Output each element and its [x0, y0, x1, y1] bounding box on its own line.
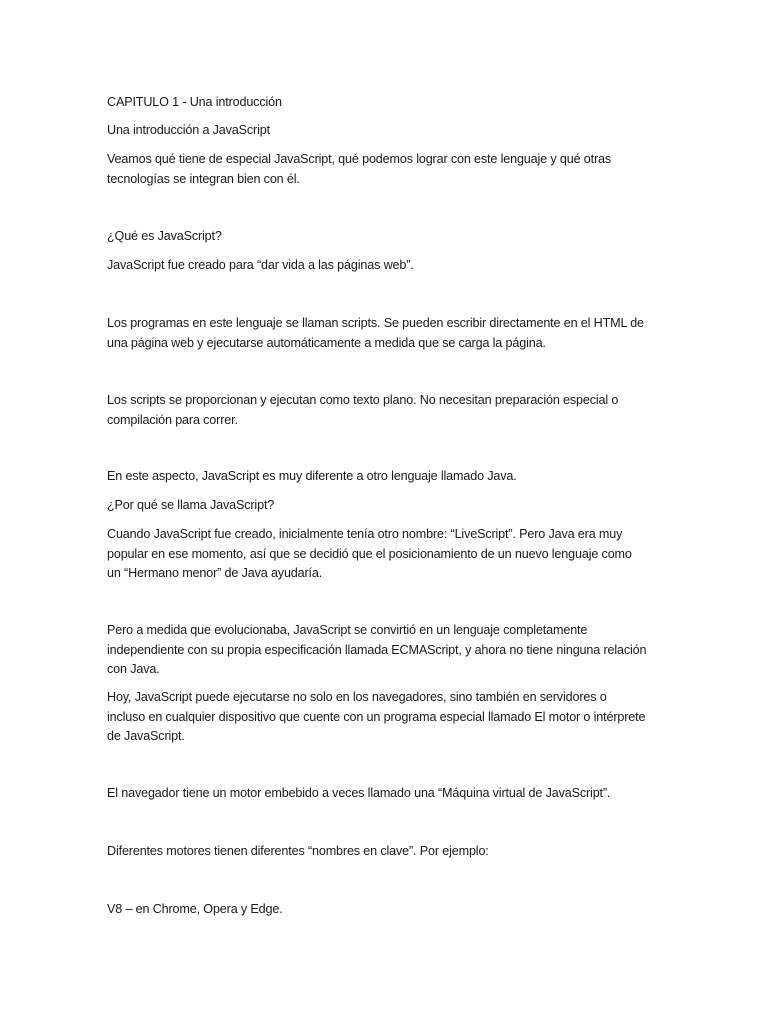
paragraph-intro: Veamos qué tiene de especial JavaScript, qué podemos lograr con este lenguaje y qué otras tecnologías se integran bien con él. — [107, 152, 612, 186]
paragraph-ecmascript: Pero a medida que evolucionaba, JavaScript se convirtió en un lenguaje completamente independiente con su propia especificación llamada ECMAScript, y ahora no tiene ninguna relación con Java. — [107, 623, 647, 676]
chapter-heading: CAPITULO 1 - Una introducción — [107, 95, 282, 109]
list-item-v8: V8 – en Chrome, Opera y Edge. — [107, 902, 283, 916]
section-title: Una introducción a JavaScript — [107, 123, 270, 137]
question-what-is-javascript: ¿Qué es JavaScript? — [107, 229, 222, 243]
paragraph-java-difference: En este aspecto, JavaScript es muy diferente a otro lenguaje llamado Java. — [107, 469, 517, 483]
paragraph-created-for: JavaScript fue creado para “dar vida a las páginas web”. — [107, 258, 414, 272]
question-why-javascript: ¿Por qué se llama JavaScript? — [107, 498, 275, 512]
paragraph-livescript: Cuando JavaScript fue creado, inicialmente tenía otro nombre: “LiveScript”. Pero Java era muy popular en ese momento, así que se decidió que el posicionamiento de un nuevo lenguaje como un “Hermano menor” de Java ayudaría. — [107, 527, 632, 580]
paragraph-engines-anywhere: Hoy, JavaScript puede ejecutarse no solo en los navegadores, sino también en servidores o incluso en cualquier dispositivo que cuente con un programa especial llamado El motor o intérprete de JavaScript. — [107, 690, 646, 743]
paragraph-scripts: Los programas en este lenguaje se llaman scripts. Se pueden escribir directamente en el HTML de una página web y ejecutarse automáticamente a medida que se carga la página. — [107, 316, 644, 350]
paragraph-plain-text: Los scripts se proporcionan y ejecutan como texto plano. No necesitan preparación especial o compilación para correr. — [107, 393, 619, 427]
paragraph-codenames: Diferentes motores tienen diferentes “nombres en clave”. Por ejemplo: — [107, 844, 489, 858]
paragraph-virtual-machine: El navegador tiene un motor embebido a veces llamado una “Máquina virtual de JavaScript”. — [107, 786, 611, 800]
